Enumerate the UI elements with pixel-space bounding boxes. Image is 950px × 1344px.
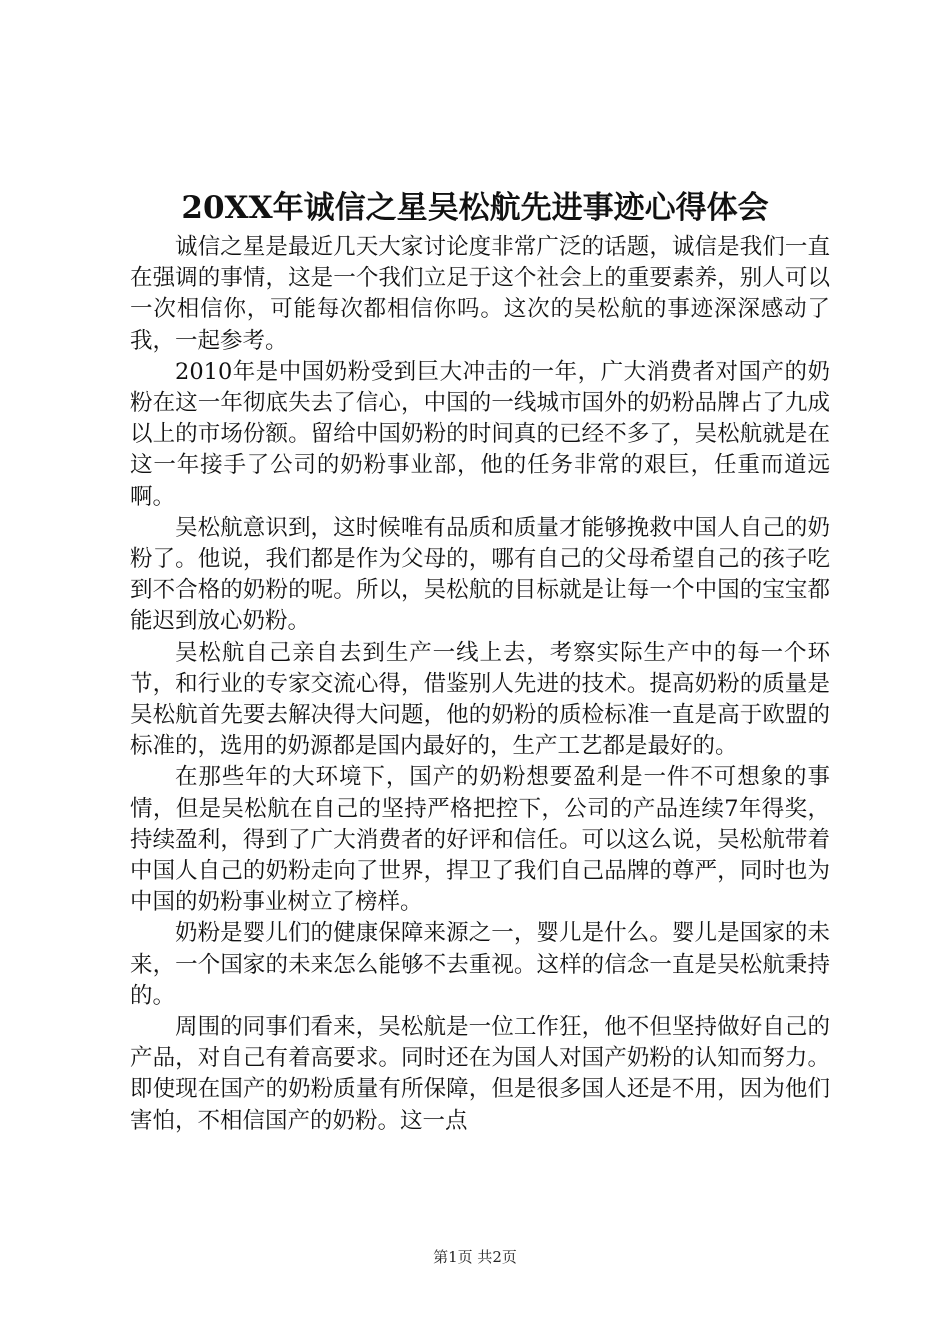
paragraph-4: 吴松航自己亲自去到生产一线上去，考察实际生产中的每一个环节，和行业的专家交流心得，借鉴别人先进的技术。提高奶粉的质量是吴松航首先要去解决得大问题，他的奶粉的质检标准一直是高于欧盟的标准的，选用的奶源都是国内最好的，生产工艺都是最好的。 bbox=[130, 639, 830, 760]
paragraph-5: 在那些年的大环境下，国产的奶粉想要盈利是一件不可想象的事情，但是吴松航在自己的坚持严格把控下，公司的产品连续7年得奖，持续盈利，得到了广大消费者的好评和信任。可以这么说，吴松航带着中国人自己的奶粉走向了世界，捍卫了我们自己品牌的尊严，同时也为中国的奶粉事业树立了榜样。 bbox=[130, 764, 830, 916]
document-body bbox=[130, 232, 830, 1137]
paragraph-1: 诚信之星是最近几天大家讨论度非常广泛的话题，诚信是我们一直在强调的事情，这是一个我们立足于这个社会上的重要素养，别人可以一次相信你，可能每次都相信你吗。这次的吴松航的事迹深深感动了我，一起参考。 bbox=[130, 234, 830, 354]
paragraph-2: 2010年是中国奶粉受到巨大冲击的一年，广大消费者对国产的奶粉在这一年彻底失去了信心，中国的一线城市国外的奶粉品牌占了九成以上的市场份额。留给中国奶粉的时间真的已经不多了，吴松航就是在这一年接手了公司的奶粉事业部，他的任务非常的艰巨，任重而道远啊。 bbox=[130, 358, 830, 510]
document-title: 20XX年诚信之星吴松航先进事迹心得体会 bbox=[181, 190, 769, 226]
paragraph-3: 吴松航意识到，这时候唯有品质和质量才能够挽救中国人自己的奶粉了。他说，我们都是作为父母的，哪有自己的父母希望自己的孩子吃到不合格的奶粉的呢。所以，吴松航的目标就是让每一个中国的宝宝都能迟到放心奶粉。 bbox=[130, 514, 830, 635]
paragraph-6: 奶粉是婴儿们的健康保障来源之一，婴儿是什么。婴儿是国家的未来，一个国家的未来怎么能够不去重视。这样的信念一直是吴松航秉持的。 bbox=[130, 920, 830, 1009]
page-number-footer: 第1页 共2页 bbox=[433, 1248, 517, 1266]
paragraph-7: 周围的同事们看来，吴松航是一位工作狂，他不但坚持做好自己的产品，对自己有着高要求。同时还在为国人对国产奶粉的认知而努力。即使现在国产的奶粉质量有所保障，但是很多国人还是不用，因为他们害怕，不相信国产的奶粉。这一点 bbox=[130, 1014, 830, 1134]
